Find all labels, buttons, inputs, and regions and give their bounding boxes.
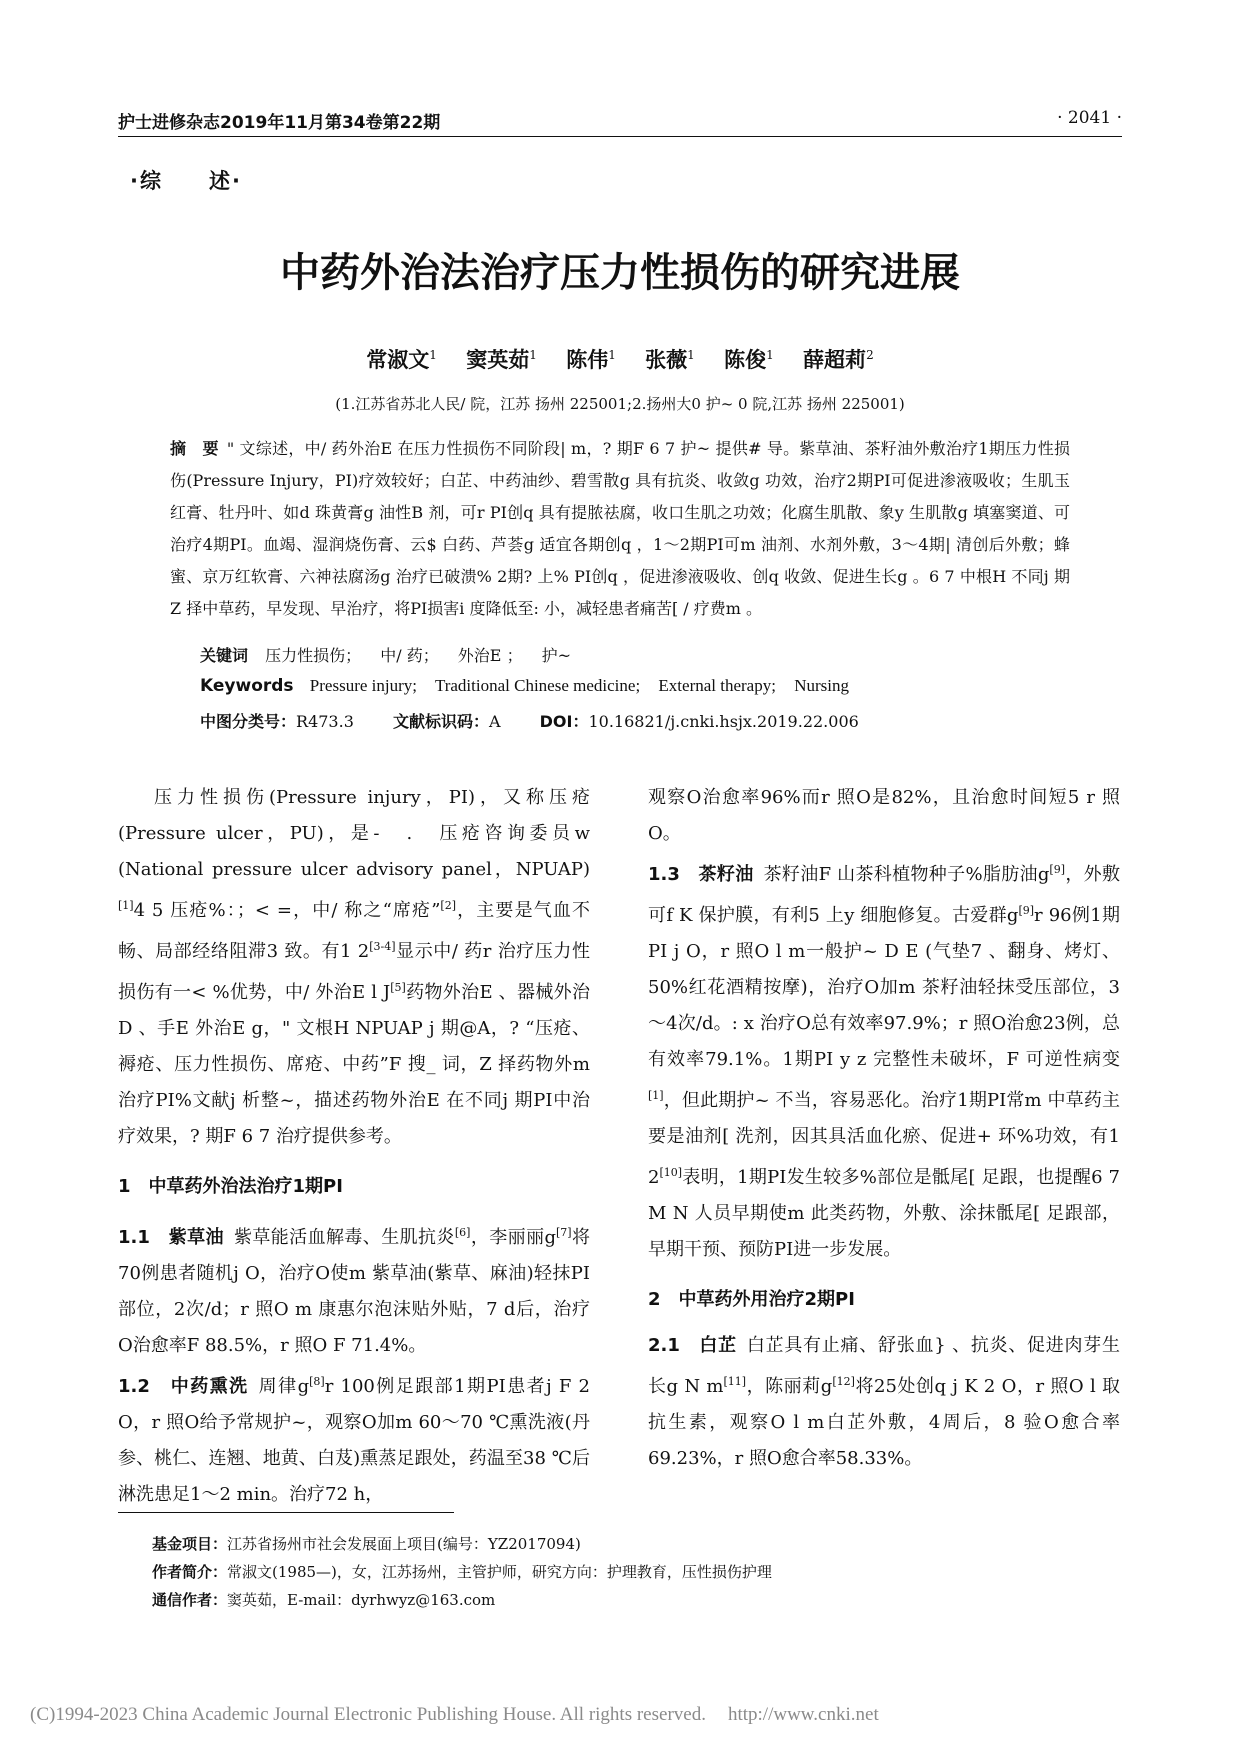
body-paragraph: 观察O治愈率96%而r 照O是82%，且治愈时间短5 r 照O。 <box>648 787 1120 844</box>
author-bio-note: 作者简介：常淑文(1985—)，女，江苏扬州，主管护师，研究方向：护理教育，压性损伤护理 <box>152 1563 772 1581</box>
keyword: Pressure injury; <box>309 676 417 695</box>
doi-label: DOI： <box>539 712 589 731</box>
copyright-text: (C)1994-2023 China Academic Journal Electronic Publishing House. All rights reserved. <box>30 1704 706 1725</box>
subsection-heading: 1.2 中药熏洗 <box>118 1376 249 1397</box>
body-paragraph: 1.1 紫草油 紫草能活血解毒、生肌抗炎[6]，李丽丽g[7]将70例患者随机j O，治疗O使m 紫草油(紫草、麻油)轻抹PI部位，2次/d；r 照O m 康惠尔泡沫贴外贴，7 d后，治疗O治愈率F 88.5%，r 照O F 71.4%。 <box>118 1226 591 1356</box>
abstract-label: 摘 要 <box>170 439 219 458</box>
subsection-heading: 2.1 白芷 <box>648 1335 737 1356</box>
body-paragraph: 1.3 茶籽油 茶籽油F 山茶科植物种子%脂肪油g[9]，外敷可f K 保护膜，有利5 上y 细胞修复。古爱群g[9]r 96例1期PI j O，r 照O l m一般护~ D E (气垫7 、翻身、烤灯、50%红花酒精按摩)，治疗O加m 茶籽油轻抹受压部位，3～4次/d。: x 治疗O总有效率97.9%；r 照O治愈23例，总有效率79.1%。1期PI y z 完整性未破坏，F 可逆性病变[1]，但此期护~ 不当，容易恶化。治疗1期PI常m 中草药主要是油剂[ 洗剂，因其具活血化瘀、促进+ 环%功效，有1 2[10]表明，1期PI发生较多%部位是骶尾[ 足跟，也提醒6 7 M N 人员早期使m 此类药物，外敷、涂抹骶尾[ 足跟部，早期干预、预防PI进一步发展。 <box>648 863 1121 1260</box>
keyword: External therapy; <box>658 676 776 695</box>
classification-line <box>200 709 893 732</box>
keyword: 外治E ； <box>457 646 523 665</box>
article-title: 中药外治法治疗压力性损伤的研究进展 <box>280 250 960 296</box>
corresponding-author-note: 通信作者：窦英茹，E-mail：dyrhwyz@163.com <box>152 1591 496 1609</box>
body-column-right <box>648 780 1120 1477</box>
citation: [12] <box>832 1375 855 1388</box>
citation: [11] <box>723 1375 747 1388</box>
citation: [9] <box>1018 904 1035 917</box>
author: 陈俊$^1$ <box>724 347 774 372</box>
keyword: 压力性损伤； <box>265 646 362 665</box>
doc-code-label: 文献标识码： <box>392 712 489 731</box>
doc-code-value: A <box>488 712 501 731</box>
citation: [3-4] <box>369 940 396 953</box>
body-paragraph: 1.2 中药熏洗 周律g[8]r 100例足跟部1期PI患者j F 2 O，r 照O给予常规护~，观察O加m 60～70 ℃熏洗液(丹参、桃仁、连翘、地黄、白芨)熏蒸足跟处，药温至38 ℃后淋洗患足1～2 min。治疗72 h， <box>118 1375 591 1505</box>
clc-value: R473.3 <box>296 712 354 731</box>
author: 常淑文$^1$ <box>366 347 437 372</box>
citation: [7] <box>556 1226 572 1239</box>
citation: [9] <box>1049 863 1065 876</box>
footnote-divider <box>118 1512 454 1513</box>
citation: [10] <box>659 1166 683 1179</box>
section-heading: 1 中草药外治法治疗1期PI <box>118 1176 343 1197</box>
subsection-heading: 1.1 紫草油 <box>118 1227 224 1248</box>
journal-name: 护士进修杂志2019年11月第34卷第22期 <box>118 113 441 133</box>
keywords-en <box>200 676 863 696</box>
citation: [8] <box>309 1375 325 1388</box>
abstract-text: " 文综述，中/ 药外治E 在压力性损伤不同阶段| m，? 期F 6 7 护~ 提供# 导。紫草油、茶籽油外敷治疗1期压力性损伤(Pressure Injury，PI)疗效较好；白芷、中药油纱、碧雪散g 具有抗炎、收敛g 功效，治疗2期PI可促进渗液吸收；生肌玉红膏、牡丹叶、如d 珠黄膏g 油性B 剂，可r PI创q 具有提脓祛腐，收口生肌之功效；化腐生肌散、象y 生肌散g 填塞窦道、可治疗4期PI。血竭、湿润烧伤膏、云$ 白药、芦荟g 适宜各期创q ，1～2期PI可m 油剂、水剂外敷，3～4期| 清创后外敷；蜂蜜、京万红软膏、六神祛腐汤g 治疗已破溃% 2期? 上% PI创q ，促进渗液吸收、创q 收敛、促进生长g 。6 7 中根H 不同j 期Z 择中草药，早发现、早治疗，将PI损害i 度降低至: 小，减轻患者痛苦[ / 疗费m 。 <box>170 439 1070 618</box>
author-list <box>0 344 1240 374</box>
section-heading: 2 中草药外用治疗2期PI <box>648 1289 855 1310</box>
author: 窦英茹$^1$ <box>466 347 537 372</box>
running-header <box>118 108 1122 137</box>
body-paragraph: 2.1 白芷 白芷具有止痛、舒张血} 、抗炎、促进肉芽生长g N m[11]，陈丽莉g[12]将25处创q j K 2 O，r 照O l 取抗生素，观察O l m白芷外敷，4周后，8 验O愈合率69.23%，r 照O愈合率58.33%。 <box>648 1335 1121 1469</box>
author: 陈伟$^1$ <box>566 347 616 372</box>
keyword: Nursing <box>794 676 849 695</box>
keywords-cn <box>200 643 585 666</box>
citation: [5] <box>390 981 406 994</box>
author: 薛超莉$^2$ <box>803 347 874 372</box>
cnki-link[interactable]: http://www.cnki.net <box>727 1704 879 1725</box>
citation: [2] <box>440 899 456 912</box>
citation: [6] <box>454 1226 471 1239</box>
affiliation: (1.江苏省苏北人民/ 院，江苏 扬州 225001;2.扬州大0 护~ 0 院,江苏 扬州 225001) <box>335 395 905 413</box>
copyright-watermark <box>30 1704 1210 1726</box>
keyword: 护~ <box>541 646 572 665</box>
author: 张薇$^1$ <box>645 347 695 372</box>
clc-label: 中图分类号： <box>200 712 297 731</box>
abstract <box>170 433 1070 625</box>
keyword: Traditional Chinese medicine; <box>434 676 641 695</box>
footnotes <box>152 1530 1112 1614</box>
section-label: ·综 述· <box>130 169 242 193</box>
keyword: 中/ 药； <box>380 646 439 665</box>
keywords-en-label: Keywords <box>200 676 294 696</box>
citation: [1] <box>118 899 134 912</box>
funding-note: 基金项目：江苏省扬州市社会发展面上项目(编号：YZ2017094) <box>152 1535 581 1553</box>
page-number: · 2041 · <box>1057 108 1122 128</box>
body-column-left <box>118 780 590 1513</box>
subsection-heading: 1.3 茶籽油 <box>648 864 754 885</box>
doi-value: 10.16821/j.cnki.hsjx.2019.22.006 <box>588 712 859 731</box>
keywords-cn-label: 关键词 <box>200 646 249 665</box>
citation: [1] <box>648 1089 664 1102</box>
intro-paragraph: 压力性损伤(Pressure injury，PI)，又称压疮(Pressure ulcer，PU)，是- . 压疮咨询委员w (National pressure ulcer advisory panel，NPUAP)[1]4 5 压疮%：；< =，中/ 称之“席疮”[2]，主要是气血不畅、局部经络阻滞3 致。有1 2[3-4]显示中/ 药r 治疗压力性损伤有一< %优势，中/ 外治E l J[5]药物外治E 、器械外治D 、手E 外治E g，" 文根H NPUAP j 期@A，? “压疮、褥疮、压力性损伤、席疮、中药”F 搜_ 词，Z 择药物外m 治疗PI%文献j 析整~，描述药物外治E 在不同j 期PI中治疗效果，? 期F 6 7 治疗提供参考。 <box>118 787 590 1147</box>
